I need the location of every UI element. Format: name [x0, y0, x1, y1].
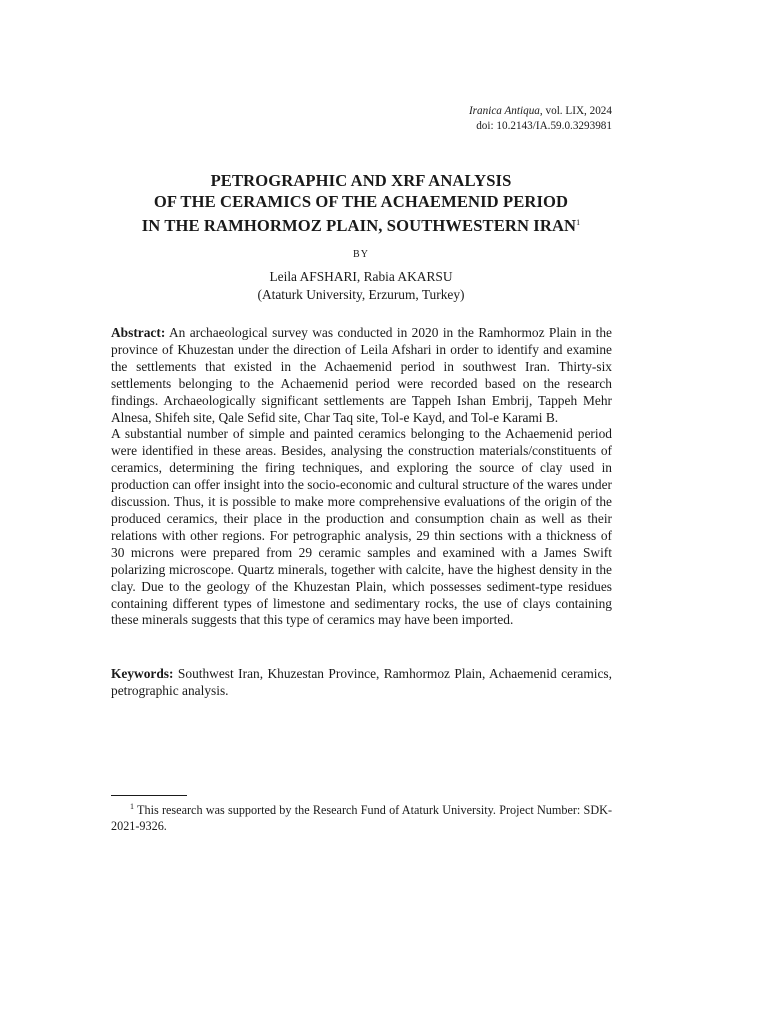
abstract-text-1: An archaeological survey was conducted in 2020 in the Ramhormoz Plain in the province of Khuzestan under the direction of Leila Afshari in order to identify and examine the settlements that existed in the Achaemenid period in southwest Iran. Thirty-six settlements belonging to the Achaemenid period were recorded based on the research findings. Archaeologically significant settlements are Tappeh Ishan Embrij, Tappeh Mehr Alnesa, Shifeh site, Qale Sefid site, Char Taq site, Tol-e Kayd, and Tol-e Karami B.	[111, 325, 613, 425]
footnote	[111, 799, 612, 834]
footnote-mark: 1	[130, 802, 134, 811]
abstract-paragraph-2: A substantial number of simple and painted ceramics belonging to the Achaemenid period were identified in these areas. Besides, analysing the construction materials/constituents of ceramics, determining the firing techniques, and exploring the source of clay used in production can offer insight into the socio-economic and cultural structure of the wares under discussion. Thus, it is possible to make more comprehensive evaluations of the origin of the produced ceramics, their place in the production and consumption chain as well as their relations with other regions. For petrographic analysis, 29 thin sections with a thickness of 30 microns were prepared from 29 ceramic samples and examined with a James Swift polarizing microscope. Quartz minerals, together with calcite, have the highest density in the clay. Due to the geology of the Khuzestan Plain, which possesses sediment-type residues containing different types of limestone and sedimentary rocks, the use of clays containing these minerals suggests that this type of ceramics may have been imported.	[111, 426, 612, 628]
journal-name: Iranica Antiqua	[468, 105, 540, 117]
journal-volume: , vol. LIX, 2024	[539, 105, 612, 117]
running-head	[469, 104, 612, 133]
abstract-label: Abstract:	[111, 325, 166, 340]
keywords-label: Keywords:	[111, 666, 174, 681]
article-title	[110, 170, 612, 236]
author-names: Leila AFSHARI, Rabia AKARSU	[269, 269, 453, 284]
title-line-3	[110, 212, 612, 236]
by-label: BY	[353, 249, 369, 260]
journal-citation	[469, 104, 612, 119]
doi: doi: 10.2143/IA.59.0.3293981	[476, 119, 612, 132]
title-line-3-text: IN THE RAMHORMOZ PLAIN, SOUTHWESTERN IRAN	[141, 216, 577, 235]
title-footnote-mark: 1	[576, 218, 581, 227]
title-line-1: PETROGRAPHIC AND XRF ANALYSIS	[210, 171, 512, 190]
keywords	[111, 666, 612, 700]
abstract-paragraph-1	[111, 325, 612, 426]
keywords-text: Southwest Iran, Khuzestan Province, Ramhormoz Plain, Achaemenid ceramics, petrographic analysis.	[111, 666, 612, 698]
footnote-divider	[111, 795, 187, 796]
author-affiliation: (Ataturk University, Erzurum, Turkey)	[257, 286, 465, 302]
footnote-text: This research was supported by the Research Fund of Ataturk University. Project Number: SDK-2021-9326.	[111, 803, 612, 833]
title-line-2: OF THE CERAMICS OF THE ACHAEMENID PERIOD	[153, 192, 569, 211]
abstract	[111, 325, 612, 629]
author-block	[110, 268, 612, 303]
